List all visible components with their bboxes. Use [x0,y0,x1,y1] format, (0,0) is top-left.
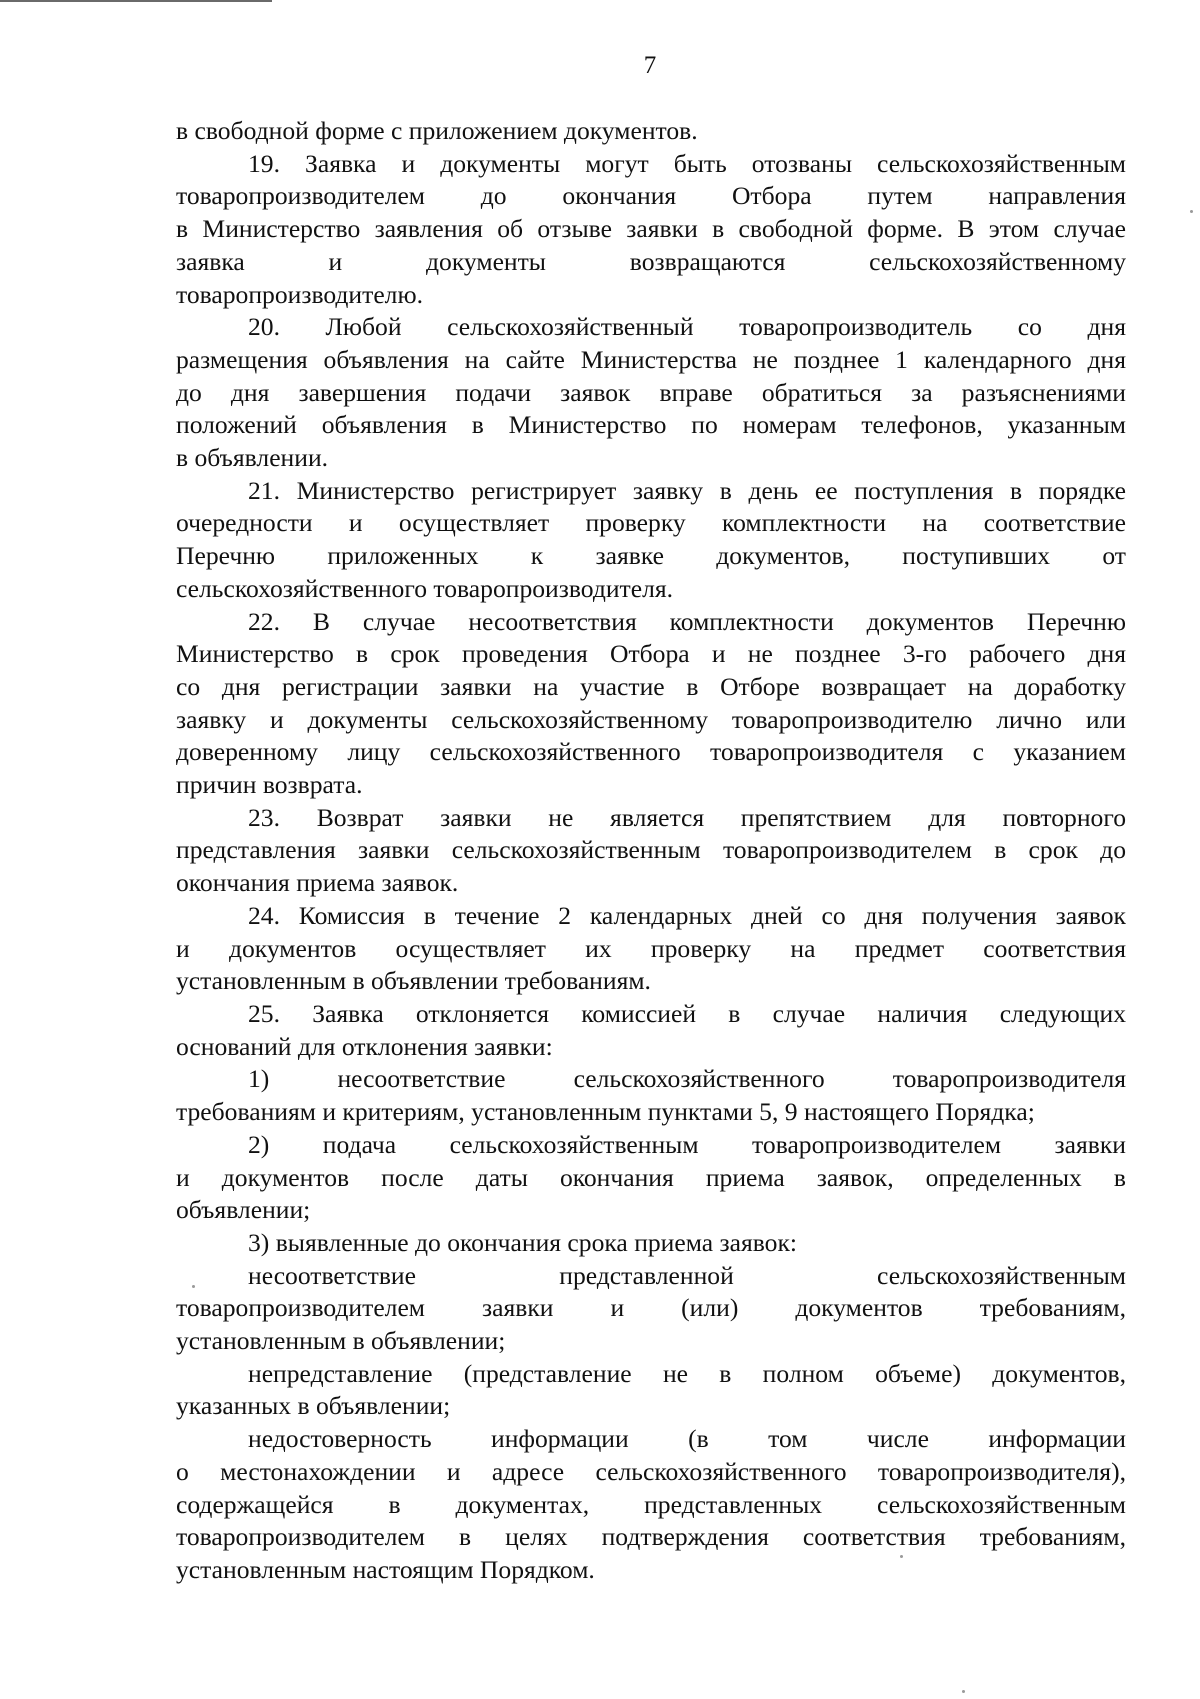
text-line: 25. Заявка отклоняется комиссией в случае наличия следующих [248,998,1126,1028]
text-line: требованиям и критериям, установленным пунктами 5, 9 настоящего Порядка; [176,1097,1035,1127]
text-line: и документов после даты окончания приема заявок, определенных в [176,1162,1126,1192]
text-line: очередности и осуществляет проверку комплектности на соответствие [176,508,1126,538]
text-line: 24. Комиссия в течение 2 календарных дней со дня получения заявок [248,900,1126,930]
text-line: положений объявления в Министерство по номерам телефонов, указанным [176,410,1126,440]
text-line: 2) подача сельскохозяйственным товаропроизводителем заявки [248,1129,1126,1159]
text-line: 19. Заявка и документы могут быть отозваны сельскохозяйственным [248,148,1126,178]
text-line: 22. В случае несоответствия комплектности документов Перечню [248,606,1126,636]
text-line: 20. Любой сельскохозяйственный товаропроизводитель со дня [248,312,1126,342]
scan-edge-line [0,0,272,2]
text-line: доверенному лицу сельскохозяйственного товаропроизводителя с указанием [176,737,1126,767]
page-number: 7 [643,52,657,79]
text-line: указанных в объявлении; [176,1391,451,1421]
text-line: объявлении; [176,1195,311,1225]
text-line: установленным настоящим Порядком. [176,1554,595,1584]
text-line: до дня завершения подачи заявок вправе обратиться за разъяснениями [176,377,1126,407]
text-line: товаропроизводителем заявки и (или) документов требованиям, [176,1293,1126,1323]
text-line: непредставление (представление не в полном объеме) документов, [248,1358,1126,1388]
text-line: и документов осуществляет их проверку на предмет соответствия [176,933,1126,963]
text-line: товаропроизводителем в целях подтверждения соответствия требованиям, [176,1522,1126,1552]
text-line: недостоверность информации (в том числе информации [248,1424,1126,1454]
text-line: сельскохозяйственного товаропроизводителя. [176,573,674,603]
text-line: в объявлении. [176,443,329,473]
text-line: в свободной форме с приложением документов. [176,116,698,145]
text-line: 1) несоответствие сельскохозяйственного товаропроизводителя [248,1064,1126,1094]
text-line: окончания приема заявок. [176,868,459,898]
text-line: 23. Возврат заявки не является препятствием для повторного [248,802,1126,832]
scan-speck [192,1285,195,1288]
text-line: товаропроизводителем до окончания Отбора путем направления [176,181,1126,211]
text-line: в Министерство заявления об отзыве заявки в свободной форме. В этом случае [176,214,1126,244]
scan-speck [1190,210,1193,213]
text-line: установленным в объявлении требованиям. [176,966,651,996]
text-line: представления заявки сельскохозяйственным товаропроизводителем в срок до [176,835,1126,865]
scan-speck [962,1690,965,1693]
text-line: установленным в объявлении; [176,1326,506,1356]
text-line: содержащейся в документах, представленных сельскохозяйственным [176,1489,1126,1519]
document-body [176,115,1126,1587]
scan-speck [900,1555,903,1558]
text-line: о местонахождении и адресе сельскохозяйственного товаропроизводителя), [176,1456,1126,1486]
text-line: заявка и документы возвращаются сельскохозяйственному [176,246,1126,276]
text-line: Перечню приложенных к заявке документов, поступивших от [176,541,1126,571]
text-line: размещения объявления на сайте Министерства не позднее 1 календарного дня [176,344,1126,374]
text-line: причин возврата. [176,770,363,800]
text-line: 21. Министерство регистрирует заявку в день ее поступления в порядке [248,475,1126,505]
text-line: со дня регистрации заявки на участие в Отборе возвращает на доработку [176,671,1126,701]
text-line: несоответствие представленной сельскохозяйственным [248,1260,1126,1290]
text-line: товаропроизводителю. [176,279,423,309]
text-line: оснований для отклонения заявки: [176,1031,553,1061]
text-line: Министерство в срок проведения Отбора и не позднее 3-го рабочего дня [176,639,1126,669]
text-line: заявку и документы сельскохозяйственному товаропроизводителю лично или [176,704,1126,734]
text-line: 3) выявленные до окончания срока приема заявок: [248,1227,798,1257]
